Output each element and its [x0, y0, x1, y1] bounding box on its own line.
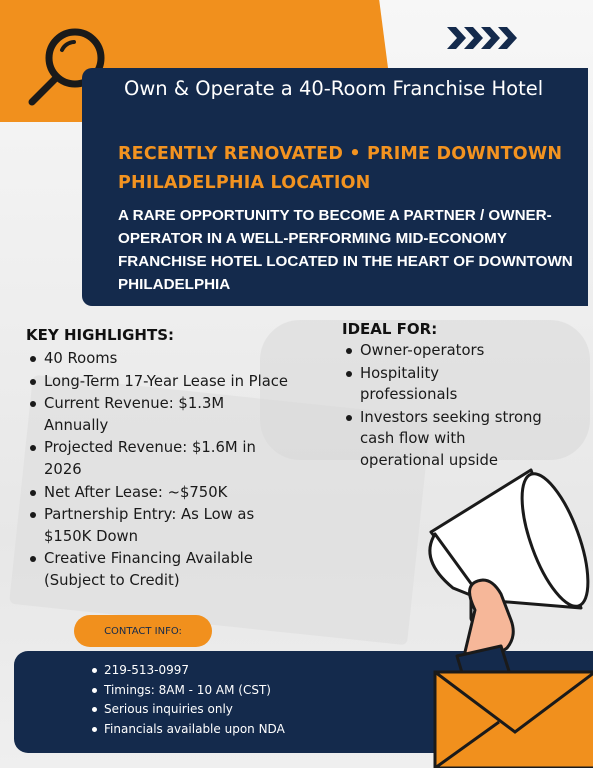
page-description: A RARE OPPORTUNITY TO BECOME A PARTNER / OWNER-OPERATOR IN A WELL-PERFORMING MID-ECONOMY FRANCHISE HOTEL LOCATED IN THE HEART OF DOWNTOWN PHILADELPHIA [118, 207, 573, 293]
contact-note-serious: Serious inquiries only [92, 700, 285, 720]
ideal-list [344, 340, 554, 473]
highlights-list [28, 348, 328, 593]
page-title: Own & Operate a 40-Room Franchise Hotel [124, 77, 544, 100]
list-item: Projected Revenue: $1.6M in 2026 [28, 437, 284, 480]
list-item: Creative Financing Available (Subject to Credit) [28, 548, 316, 591]
contact-note-nda: Financials available upon NDA [92, 720, 285, 740]
chevron-arrows-icon [447, 24, 523, 52]
list-item: Hospitality professionals [344, 363, 500, 406]
list-item: 40 Rooms [28, 348, 328, 370]
page-subtitle: RECENTLY RENOVATED • PRIME DOWNTOWN PHILADELPHIA LOCATION [118, 144, 563, 193]
envelope-icon [435, 672, 593, 768]
megaphone-icon [405, 460, 593, 768]
list-item: Current Revenue: $1.3M Annually [28, 393, 284, 436]
contact-list [92, 661, 285, 739]
list-item: Owner-operators [344, 340, 554, 362]
contact-phone[interactable]: 219-513-0997 [92, 661, 285, 681]
list-item: Investors seeking strong cash flow with operational upside [344, 407, 554, 472]
list-item: Net After Lease: ~$750K [28, 482, 328, 504]
list-item: Long-Term 17-Year Lease in Place [28, 371, 328, 393]
list-item: Partnership Entry: As Low as $150K Down [28, 504, 264, 547]
highlights-heading: KEY HIGHLIGHTS: [26, 326, 174, 344]
contact-info-label: CONTACT INFO: [74, 615, 212, 647]
contact-timings: Timings: 8AM - 10 AM (CST) [92, 681, 285, 701]
ideal-heading: IDEAL FOR: [342, 320, 438, 338]
